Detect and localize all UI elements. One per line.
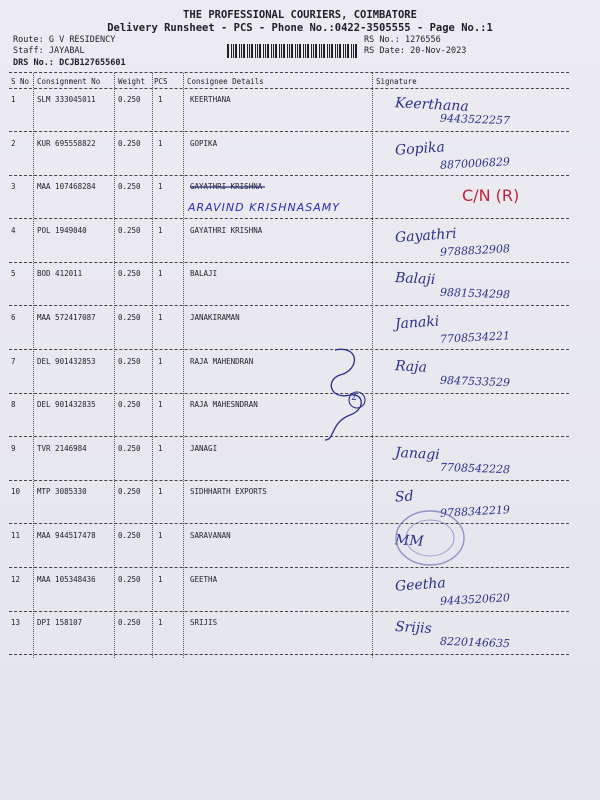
barcode-bar: [267, 44, 269, 58]
row-consignment-no: MAA 944517478: [37, 531, 96, 540]
row-weight: 0.250: [118, 531, 141, 540]
barcode-bar: [263, 44, 264, 58]
row-weight: 0.250: [118, 444, 141, 453]
barcode-bar: [289, 44, 290, 58]
col-header-pcs: PCS: [154, 77, 168, 86]
drs-line: [13, 58, 126, 68]
row-weight: 0.250: [118, 182, 141, 191]
row-consignee: BALAJI: [190, 269, 218, 278]
row-consignee: JANAGI: [190, 444, 218, 453]
barcode-bar: [273, 44, 274, 58]
row-pcs: 1: [158, 95, 163, 104]
barcode-bar: [321, 44, 322, 58]
column-divider: [33, 73, 34, 658]
row-consignment-no: DEL 901432835: [37, 400, 96, 409]
row-pcs: 1: [158, 226, 163, 235]
row-weight: 0.250: [118, 95, 141, 104]
row-consignee: SIDHHARTH EXPORTS: [190, 487, 267, 496]
row-separator: [9, 523, 569, 524]
row-weight: 0.250: [118, 139, 141, 148]
row-separator: [9, 175, 569, 176]
rs-no-value: 1276556: [404, 35, 441, 45]
row-consignee: GOPIKA: [190, 139, 218, 148]
barcode-bar: [233, 44, 234, 58]
barcode-bar: [241, 44, 242, 58]
route-line: [13, 35, 115, 45]
row-signature-phone: 7708542228: [439, 460, 511, 477]
barcode-bar: [299, 44, 301, 58]
row-pcs: 1: [158, 444, 163, 453]
row-pcs: 1: [158, 487, 163, 496]
column-divider: [114, 73, 115, 658]
runsheet-subtitle: Delivery Runsheet - PCS - Phone No.:0422-3505555 - Page No.:1: [107, 22, 493, 34]
barcode-bar: [353, 44, 354, 58]
row-consignment-no: POL 1949040: [37, 226, 87, 235]
company-stamp: [393, 508, 468, 568]
barcode-bar: [283, 44, 285, 58]
row-separator: [9, 436, 569, 437]
header-bottom-rule: [9, 88, 569, 89]
barcode-bar: [271, 44, 272, 58]
row-pcs: 1: [158, 182, 163, 191]
row-signature-name: Sd: [394, 488, 415, 506]
row-signature-name: Janaki: [394, 313, 440, 333]
row-pcs: 1: [158, 575, 163, 584]
row-sno: 12: [11, 575, 21, 584]
barcode-bar: [335, 44, 336, 58]
row-sno: 4: [11, 226, 16, 235]
rs-date-label: RS Date:: [364, 46, 405, 56]
table-top-rule: [9, 72, 569, 73]
barcode-bar: [255, 44, 256, 58]
barcode-bar: [315, 44, 317, 58]
row-signature-name: Keerthana: [394, 95, 470, 115]
barcode-bar: [323, 44, 325, 58]
row-signature-phone: 8220146635: [439, 634, 511, 651]
barcode-bar: [259, 44, 261, 58]
col-header-sno: S No: [11, 77, 30, 86]
row-pcs: 1: [158, 400, 163, 409]
row-sno: 5: [11, 269, 16, 278]
row-weight: 0.250: [118, 400, 141, 409]
row-pcs: 1: [158, 313, 163, 322]
row-pcs: 1: [158, 357, 163, 366]
barcode-bar: [275, 44, 277, 58]
row-separator: [9, 567, 569, 568]
row-weight: 0.250: [118, 313, 141, 322]
rs-no-line: [364, 35, 441, 45]
row-weight: 0.250: [118, 226, 141, 235]
barcode-bar: [355, 44, 357, 58]
barcode-bar: [311, 44, 312, 58]
row-signature-name: MM: [394, 532, 425, 550]
row-sno: 11: [11, 531, 21, 540]
barcode-bar: [227, 44, 229, 58]
barcode-bar: [297, 44, 298, 58]
row-separator: [9, 218, 569, 219]
row-weight: 0.250: [118, 575, 141, 584]
row-separator: [9, 305, 569, 306]
row-pcs: 1: [158, 618, 163, 627]
row-sno: 13: [11, 618, 21, 627]
col-header-consignee: Consignee Details: [187, 77, 264, 86]
row-signature-phone: 9788832908: [439, 242, 511, 259]
barcode-bar: [319, 44, 320, 58]
staff-line: [13, 46, 85, 56]
barcode-bar: [339, 44, 341, 58]
barcode-bar: [231, 44, 232, 58]
row-sno: 3: [11, 182, 16, 191]
row-weight: 0.250: [118, 487, 141, 496]
barcode-bar: [337, 44, 338, 58]
row-consignment-no: SLM 333045011: [37, 95, 96, 104]
row-signature-phone: 9847533529: [439, 373, 511, 390]
barcode-bar: [279, 44, 280, 58]
barcode-bar: [249, 44, 250, 58]
row-signature-phone: 8870006829: [439, 155, 511, 172]
barcode-bar: [303, 44, 304, 58]
barcode-bar: [329, 44, 330, 58]
row-weight: 0.250: [118, 618, 141, 627]
company-title: THE PROFESSIONAL COURIERS, COIMBATORE: [183, 9, 417, 21]
barcode-bar: [239, 44, 240, 58]
row-signature-phone: 7708534221: [439, 329, 511, 346]
row-consignment-no: DEL 901432853: [37, 357, 96, 366]
barcode-bar: [295, 44, 296, 58]
row-consignee: GEETHA: [190, 575, 218, 584]
drs-value: DCJB127655601: [59, 58, 126, 68]
barcode-bar: [235, 44, 237, 58]
row-consignment-no: MAA 105348436: [37, 575, 96, 584]
row-consignee: GAYATHRI KRISHNA: [190, 182, 263, 191]
barcode-bar: [351, 44, 352, 58]
row-separator: [9, 480, 569, 481]
row-separator: [9, 393, 569, 394]
rs-date-line: [364, 46, 466, 56]
row-pcs: 1: [158, 139, 163, 148]
row-consignment-no: MTP 3085330: [37, 487, 87, 496]
barcode-bar: [331, 44, 333, 58]
circle-mark-text: 2: [351, 393, 357, 403]
barcode-bar: [307, 44, 309, 58]
row-signature-phone: 9788342219: [439, 503, 511, 520]
strike-through: [190, 182, 270, 192]
row-signature-phone: 9443520620: [439, 591, 511, 608]
row-consignee: SARAVANAN: [190, 531, 231, 540]
barcode-bar: [257, 44, 258, 58]
row-consignment-no: MAA 572417087: [37, 313, 96, 322]
route-value: G V RESIDENCY: [48, 35, 116, 45]
row-signature-name: Balaji: [394, 269, 436, 289]
row-signature-name: Raja: [394, 358, 428, 376]
row-consignee: GAYATHRI KRISHNA: [190, 226, 263, 235]
rs-date-value: 20-Nov-2023: [410, 46, 467, 56]
barcode-bar: [343, 44, 344, 58]
row-sno: 6: [11, 313, 16, 322]
staff-value: JAYABAL: [48, 46, 85, 56]
barcode-bar: [313, 44, 314, 58]
row-sno: 8: [11, 400, 16, 409]
row-consignment-no: KUR 695558822: [37, 139, 96, 148]
row-consignment-no: BOD 412011: [37, 269, 83, 278]
barcode: [227, 44, 357, 58]
row-pcs: 1: [158, 531, 163, 540]
barcode-bar: [345, 44, 346, 58]
row-sno: 7: [11, 357, 16, 366]
row-sno: 2: [11, 139, 16, 148]
col-header-signature: Signature: [376, 77, 417, 86]
col-header-consignment: Consignment No: [37, 77, 101, 86]
row-signature-name: Gopika: [394, 139, 446, 159]
row-consignment-no: DPI 158107: [37, 618, 83, 627]
row-signature-name: Gayathri: [394, 225, 458, 247]
barcode-bar: [291, 44, 293, 58]
handwritten-name-row3: ARAVIND KRISHNASAMY: [188, 201, 340, 214]
row-weight: 0.250: [118, 357, 141, 366]
row-signature-name: Janagi: [394, 444, 441, 464]
row-separator: [9, 262, 569, 263]
row-signature-phone: 9443522257: [439, 111, 511, 128]
row-signature-name: Srijis: [394, 619, 433, 637]
row-signature-name: Geetha: [394, 575, 447, 595]
bracket-mark: [320, 345, 380, 445]
barcode-bar: [305, 44, 306, 58]
staff-label: Staff:: [13, 46, 44, 56]
row-pcs: 1: [158, 269, 163, 278]
row-consignee: JANAKIRAMAN: [190, 313, 240, 322]
row-consignee: SRIJIS: [190, 618, 218, 627]
row-consignee: RAJA MAHENDRAN: [190, 357, 254, 366]
row-sno: 9: [11, 444, 16, 453]
row-sno: 1: [11, 95, 16, 104]
barcode-bar: [287, 44, 288, 58]
drs-label: DRS No.:: [13, 58, 54, 68]
barcode-bar: [265, 44, 266, 58]
row-consignee: KEERTHANA: [190, 95, 231, 104]
column-divider: [152, 73, 153, 658]
row-separator: [9, 611, 569, 612]
row-separator: [9, 654, 569, 655]
row-separator: [9, 131, 569, 132]
barcode-bar: [347, 44, 349, 58]
row-separator: [9, 349, 569, 350]
row-consignment-no: TVR 2146984: [37, 444, 87, 453]
row-consignee: RAJA MAHESNDRAN: [190, 400, 258, 409]
row-weight: 0.250: [118, 269, 141, 278]
row-signature-phone: 9881534298: [439, 285, 511, 302]
cn-return-mark: C/N (R): [462, 186, 520, 205]
barcode-bar: [247, 44, 248, 58]
col-header-weight: Weight: [118, 77, 146, 86]
column-divider: [183, 73, 184, 658]
row-consignment-no: MAA 107468284: [37, 182, 96, 191]
rs-no-label: RS No.:: [364, 35, 400, 45]
row-sno: 10: [11, 487, 21, 496]
barcode-bar: [281, 44, 282, 58]
route-label: Route:: [13, 35, 44, 45]
barcode-bar: [327, 44, 328, 58]
barcode-bar: [251, 44, 253, 58]
barcode-bar: [243, 44, 245, 58]
